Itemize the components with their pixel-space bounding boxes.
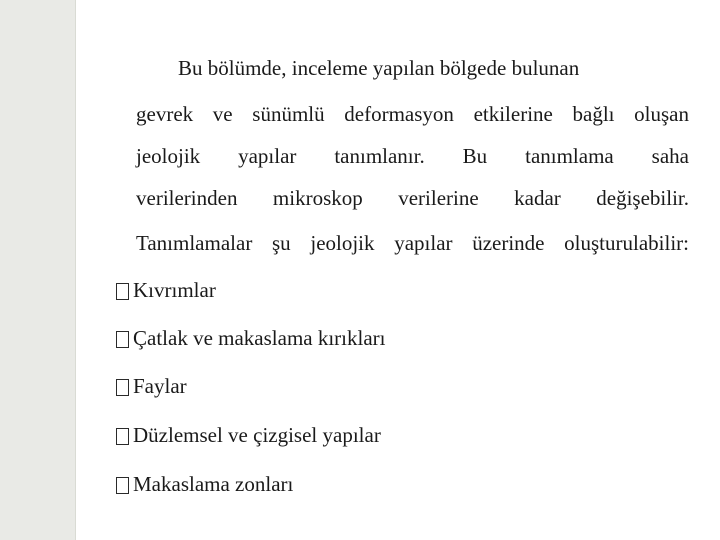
bullet-item-faylar (116, 376, 187, 397)
bullet-item-duzlemsel (116, 425, 381, 446)
bullet-item-kivrimlar (116, 280, 216, 301)
paragraph-line-2: gevrek ve sünümlü deformasyon etkilerine bağlı oluşan (136, 102, 689, 126)
paragraph-line-1: Bu bölümde, inceleme yapılan bölgede bulunan (178, 56, 580, 80)
bullet-box-icon (116, 283, 129, 300)
paragraph-line-3: jeolojik yapılar tanımlanır. Bu tanımlama saha (136, 144, 689, 168)
left-decorative-bar (0, 0, 76, 540)
bullet-box-icon (116, 428, 129, 445)
bullet-box-icon (116, 331, 129, 348)
paragraph-line-5: Tanımlamalar şu jeolojik yapılar üzerinde oluşturulabilir: (136, 231, 689, 255)
bullet-label: Çatlak ve makaslama kırıkları (133, 326, 386, 350)
bullet-label: Düzlemsel ve çizgisel yapılar (133, 423, 381, 447)
paragraph-line-4: verilerinden mikroskop verilerine kadar değişebilir. (136, 186, 689, 210)
bullet-item-catlak (116, 328, 386, 349)
bullet-label: Kıvrımlar (133, 278, 216, 302)
bullet-box-icon (116, 379, 129, 396)
bullet-box-icon (116, 477, 129, 494)
bullet-label: Makaslama zonları (133, 472, 294, 496)
bullet-item-makaslama-zonlari (116, 474, 293, 495)
bullet-label: Faylar (133, 374, 187, 398)
